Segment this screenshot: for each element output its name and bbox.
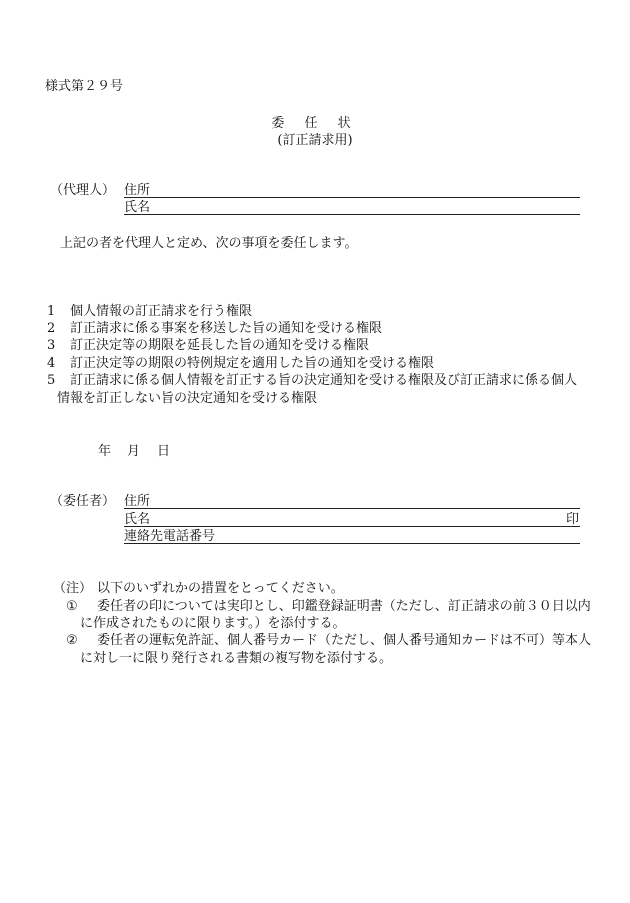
principal-address-label: 住所 — [124, 494, 151, 509]
item-number: 1 — [47, 304, 56, 319]
item-text: 訂正決定等の期限を延長した旨の通知を受ける権限 — [70, 338, 370, 353]
principal-phone-label: 連絡先電話番号 — [124, 529, 216, 544]
item-text-continued: 情報を訂正しない旨の決定通知を受ける権限 — [57, 391, 318, 406]
document-title: 委 任 状 — [271, 116, 359, 131]
agent-address-label: 住所 — [124, 183, 151, 198]
principal-address-field[interactable] — [124, 508, 580, 509]
note-text-continued: に対し一に限り発行される書類の複写物を添付する。 — [80, 651, 393, 666]
document-subtitle: (訂正請求用) — [277, 133, 353, 148]
note-text: 委任者の印については実印とし、印鑑登録証明書（ただし、訂正請求の前３０日以内 — [97, 599, 591, 614]
item-text: 訂正請求に係る事案を移送した旨の通知を受ける権限 — [70, 321, 383, 336]
notes-lead: 以下のいずれかの措置をとってください。 — [97, 581, 344, 596]
item-text: 訂正請求に係る個人情報を訂正する旨の決定通知を受ける権限及び訂正請求に係る個人 — [70, 373, 578, 388]
agent-address-field[interactable] — [124, 197, 580, 198]
item-number: 4 — [47, 356, 56, 371]
item-number: 3 — [47, 338, 56, 353]
date-line — [98, 445, 170, 458]
form-number: 様式第２９号 — [45, 79, 124, 94]
date-month-label: 月 — [127, 444, 141, 459]
principal-name-field[interactable] — [124, 526, 580, 527]
agent-name-label: 氏名 — [124, 200, 151, 215]
intro-text: 上記の者を代理人と定め、次の事項を委任します。 — [60, 236, 358, 251]
item-number: 5 — [47, 373, 56, 388]
item-number: 2 — [47, 321, 56, 336]
principal-phone-field[interactable] — [124, 543, 580, 544]
item-text: 訂正決定等の期限の特例規定を適用した旨の通知を受ける権限 — [70, 356, 435, 371]
seal-mark: 印 — [566, 512, 580, 527]
principal-name-label: 氏名 — [124, 512, 151, 527]
note-marker: ② — [66, 633, 78, 648]
agent-label: （代理人） — [50, 183, 116, 198]
note-text-continued: に作成されたものに限ります。）を添付する。 — [80, 616, 346, 631]
principal-label: （委任者） — [50, 494, 116, 509]
item-text: 個人情報の訂正請求を行う権限 — [70, 304, 253, 319]
note-marker: ① — [66, 599, 78, 614]
note-text: 委任者の運転免許証、個人番号カード（ただし、個人番号通知カードは不可）等本人 — [97, 633, 592, 648]
date-day-label: 日 — [157, 444, 171, 459]
date-year-label: 年 — [98, 444, 112, 459]
notes-label: （注） — [53, 581, 93, 596]
agent-name-field[interactable] — [124, 214, 580, 215]
